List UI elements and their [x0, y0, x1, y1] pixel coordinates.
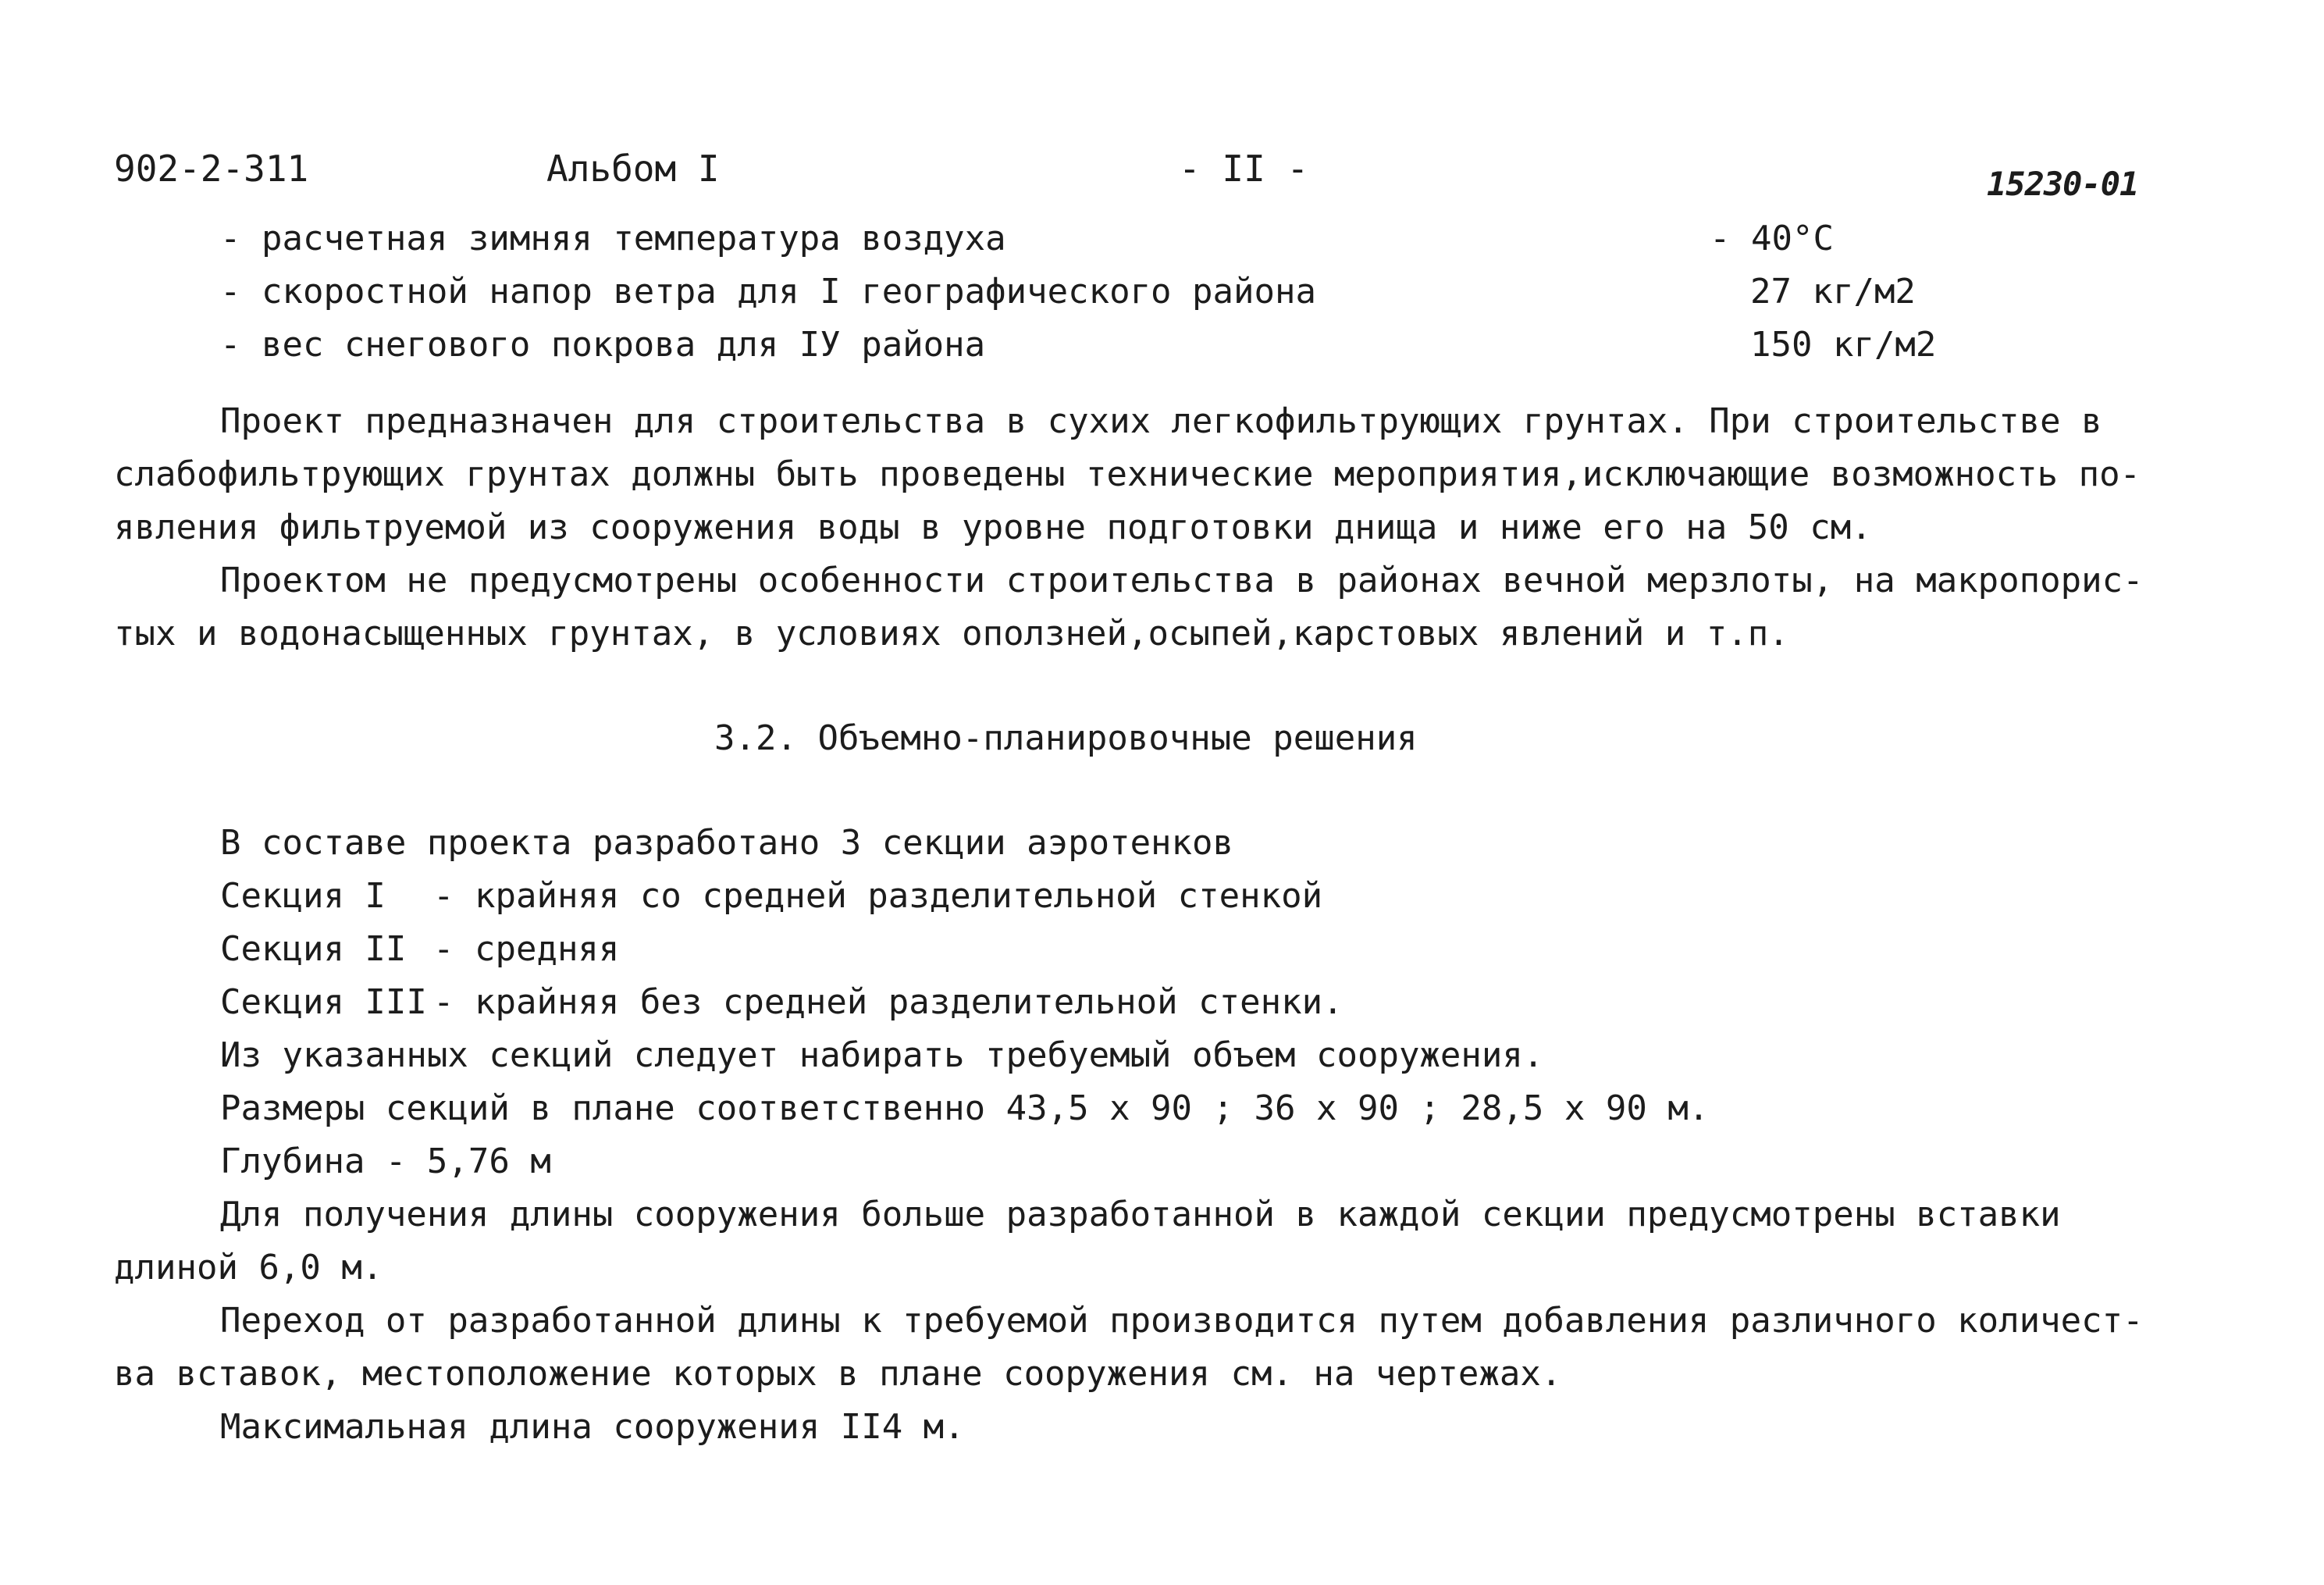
climate-item-label: - расчетная зимняя температура воздуха	[220, 219, 1006, 258]
paragraph-line: слабофильтрующих грунтах должны быть проведены технические мероприятия,исключающие возможность по-	[114, 454, 2141, 494]
max-length-line: Максимальная длина сооружения II4 м.	[220, 1407, 965, 1447]
paragraph-line: Проект предназначен для строительства в сухих легкофильтрующих грунтах. При строительстве в	[220, 401, 2102, 441]
paragraph-line: Проектом не предусмотрены особенности строительства в районах вечной мерзлоты, на макропорис-	[220, 561, 2144, 600]
climate-item-value: 27 кг/м2	[1750, 272, 1916, 312]
section-line: Размеры секций в плане соответственно 43,5 х 90 ; 36 х 90 ; 28,5 х 90 м.	[220, 1088, 1710, 1128]
section-title: 3.2. Объемно-планировочные решения	[714, 718, 1418, 758]
climate-item-value: 150 кг/м2	[1750, 325, 1937, 365]
section-line: Из указанных секций следует набирать требуемый объем сооружения.	[220, 1035, 1544, 1075]
climate-item-value: - 40°С	[1710, 219, 1834, 258]
paragraph-line: тых и водонасыщенных грунтах, в условиях оползней,осыпей,карстовых явлений и т.п.	[114, 614, 1789, 654]
section-item-desc: - средняя	[433, 929, 620, 969]
section-item-name: Секция II	[220, 929, 407, 969]
paragraph-line: Переход от разработанной длины к требуемой производится путем добавления различного количест-	[220, 1301, 2144, 1341]
album-label: Альбом I	[546, 148, 720, 190]
section-item-name: Секция III	[220, 982, 427, 1022]
section-line: Глубина - 5,76 м	[220, 1142, 551, 1181]
paragraph-line: явления фильтруемой из сооружения воды в уровне подготовки днища и ниже его на 50 см.	[114, 508, 1872, 547]
climate-item-label: - вес снегового покрова для IУ района	[220, 325, 986, 365]
climate-item-label: - скоростной напор ветра для I географического района	[220, 272, 1316, 312]
document-stamp: 15230-01	[1987, 165, 2139, 203]
paragraph-line: ва вставок, местоположение которых в плане сооружения см. на чертежах.	[114, 1354, 1562, 1394]
section-item-name: Секция I	[220, 876, 386, 916]
section-intro: В составе проекта разработано 3 секции аэротенков	[220, 823, 1234, 863]
paragraph-line: длиной 6,0 м.	[114, 1248, 383, 1288]
section-item-desc: - крайняя без средней разделительной стенки.	[433, 982, 1344, 1022]
paragraph-line: Для получения длины сооружения больше разработанной в каждой секции предусмотрены вставки	[220, 1195, 2061, 1234]
section-item-desc: - крайняя со средней разделительной стенкой	[433, 876, 1323, 916]
doc-code: 902-2-311	[114, 148, 309, 190]
page-number: - II -	[1179, 148, 1309, 190]
